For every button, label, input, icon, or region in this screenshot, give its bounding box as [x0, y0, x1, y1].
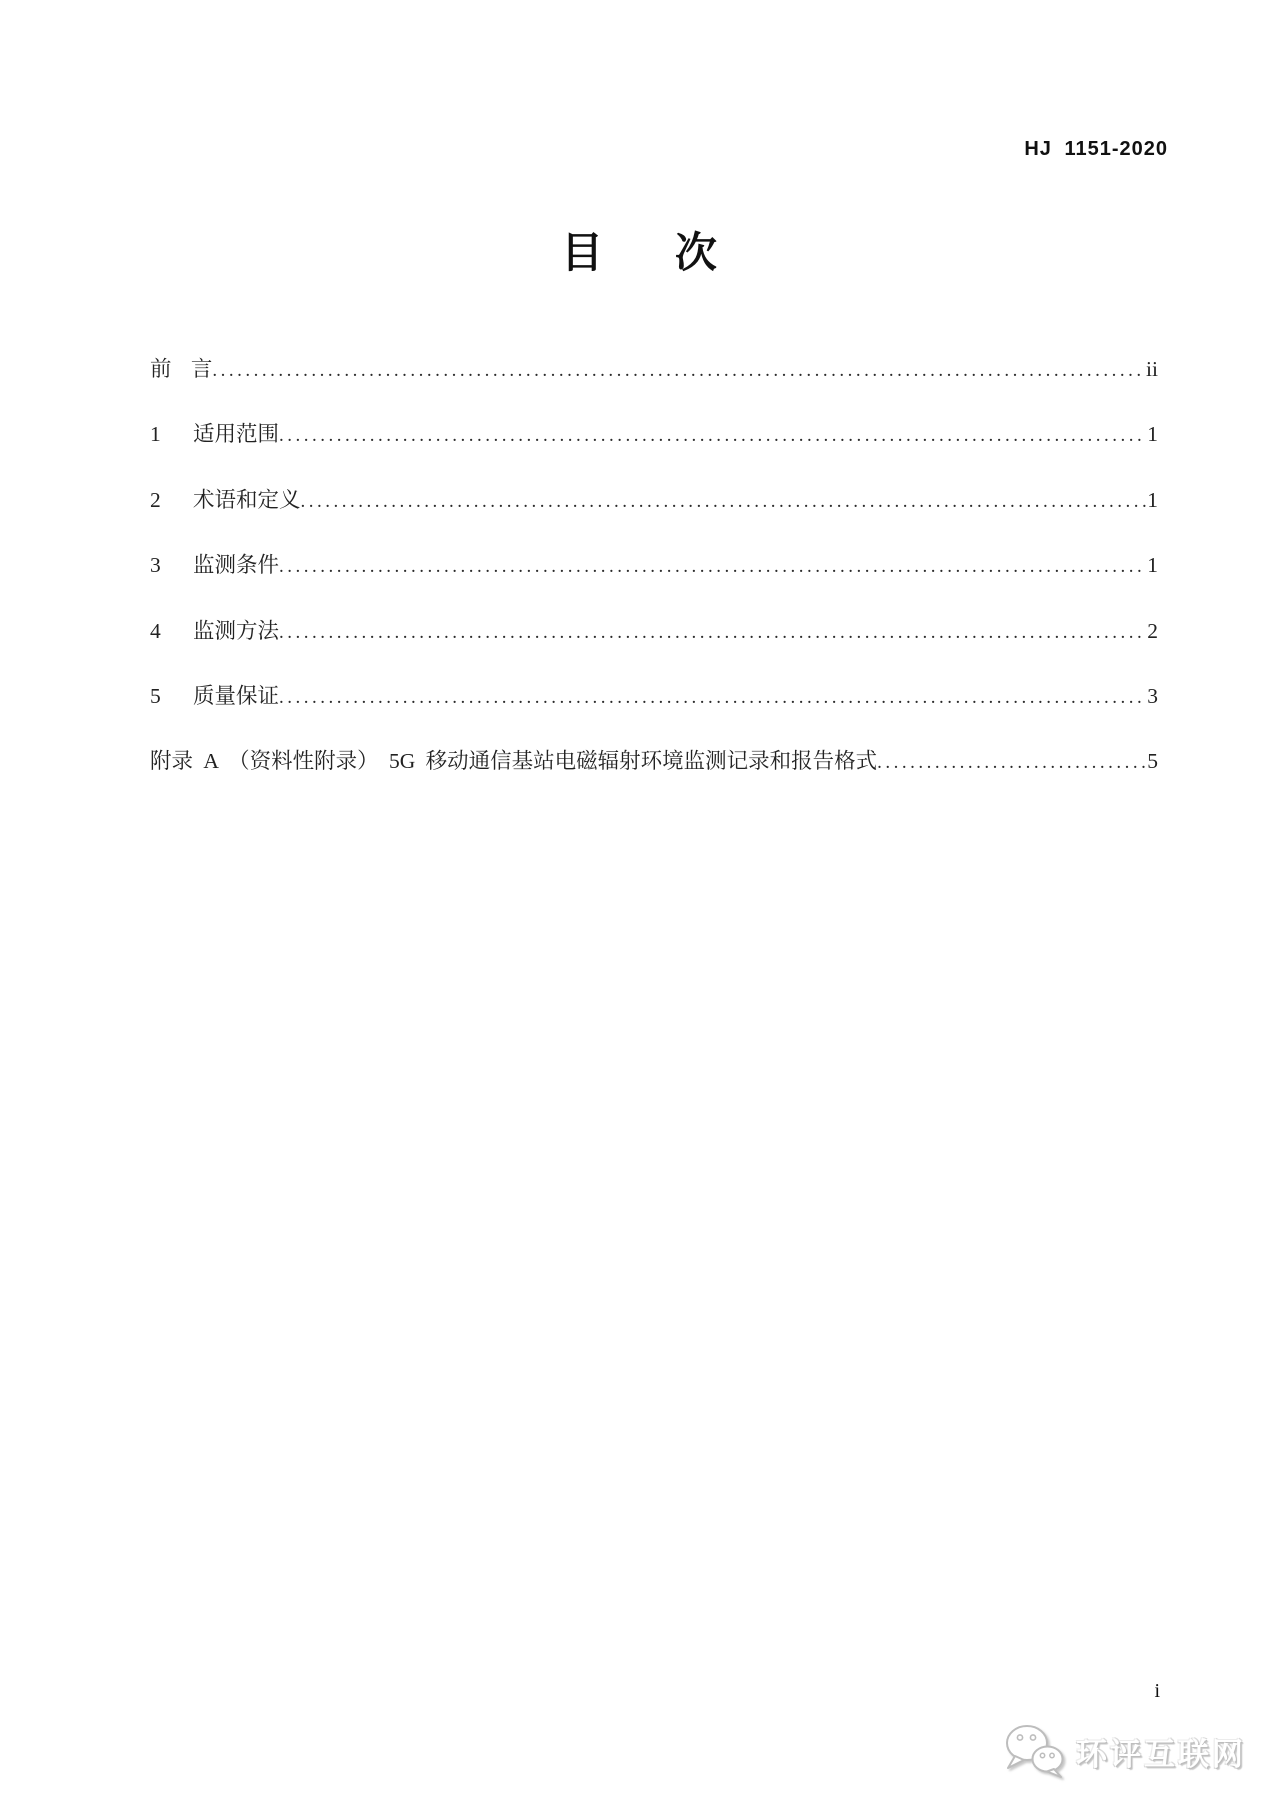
toc-entry-number: 2	[150, 487, 161, 512]
toc-entry-title: 监测条件	[193, 553, 280, 578]
toc-entry-page: 1	[1147, 422, 1158, 447]
page-number: i	[1154, 1680, 1160, 1702]
dot-leader	[877, 749, 1146, 774]
toc-entry-number: 4	[150, 618, 161, 643]
toc-entry-title: 附录 A （资料性附录） 5G 移动通信基站电磁辐射环境监测记录和报告格式	[150, 749, 878, 774]
toc-entry-methods	[150, 614, 1158, 679]
toc-entry-page: 1	[1147, 487, 1158, 512]
toc-entry-page: 2	[1147, 618, 1158, 643]
toc-entry-terms	[150, 483, 1158, 548]
toc-entry-appendix-a	[150, 744, 1158, 809]
toc-entry-title: 质量保证	[193, 683, 280, 708]
toc-entry-title: 监测方法	[193, 618, 280, 643]
toc-entry-number: 1	[150, 422, 161, 447]
dot-leader	[301, 488, 1147, 513]
toc-entry-page: 3	[1147, 683, 1158, 708]
toc-entry-page: 1	[1147, 553, 1158, 578]
page-title: 目 次	[561, 229, 719, 276]
table-of-contents	[150, 352, 1158, 810]
toc-entry-conditions	[150, 548, 1158, 613]
toc-entry-scope	[150, 417, 1158, 482]
dot-leader	[212, 357, 1145, 382]
toc-entry-page: 5	[1147, 749, 1158, 774]
toc-entry-page: ii	[1146, 357, 1158, 381]
dot-leader	[279, 553, 1146, 578]
toc-entry-title: 适用范围	[193, 422, 280, 447]
toc-entry-quality	[150, 679, 1158, 744]
dot-leader	[279, 422, 1146, 447]
toc-entry-foreword	[150, 352, 1158, 417]
toc-entry-title: 术语和定义	[193, 487, 301, 512]
toc-entry-number: 5	[150, 683, 161, 708]
watermark-logo	[1002, 1722, 1246, 1780]
document-number: HJ 1151-2020	[1024, 138, 1168, 160]
dot-leader	[279, 619, 1146, 644]
toc-entry-title: 前 言	[150, 357, 213, 381]
wechat-icon	[1002, 1722, 1066, 1780]
toc-entry-number: 3	[150, 553, 161, 578]
watermark-text: 环评互联网	[1076, 1736, 1246, 1772]
dot-leader	[279, 684, 1146, 709]
